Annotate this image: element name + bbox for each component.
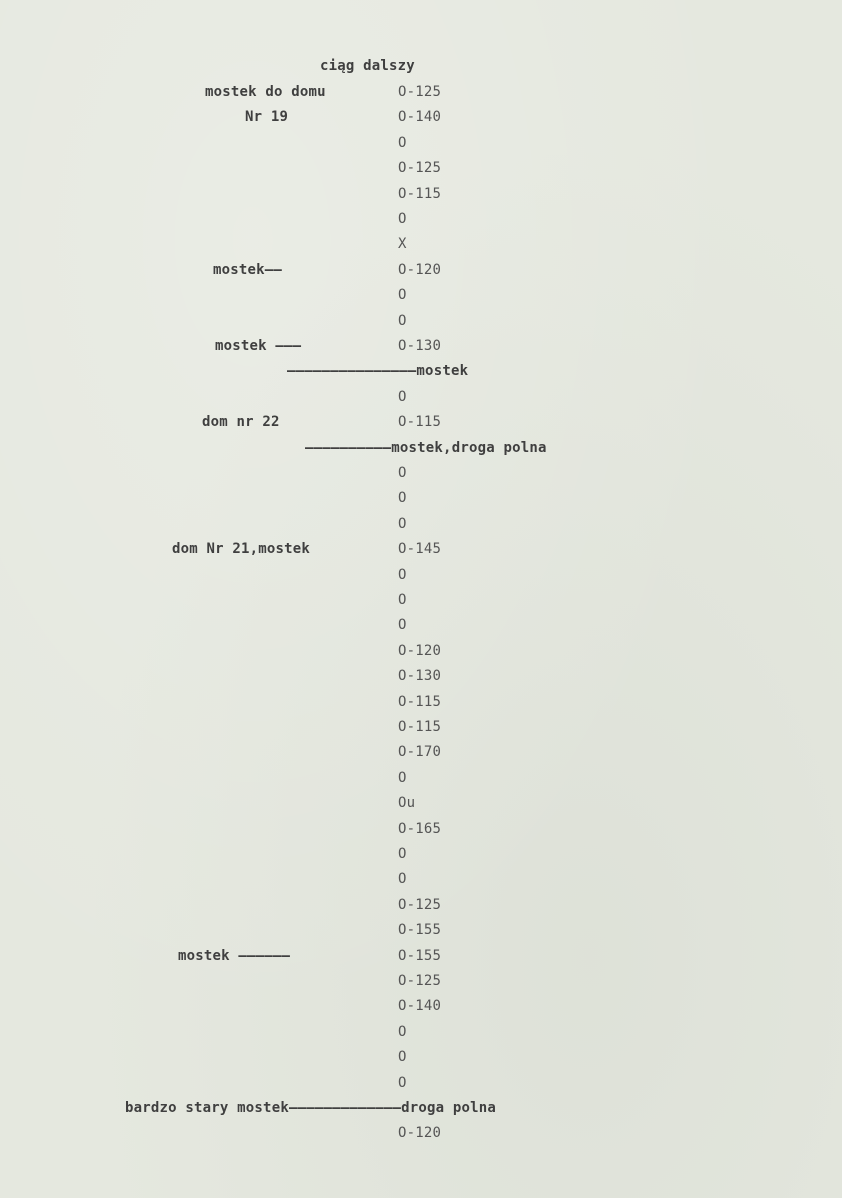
crossing-line: ——————————mostek,droga polna xyxy=(305,440,547,456)
heading: ciąg dalszy xyxy=(320,58,415,74)
row-value: O-140 xyxy=(398,109,442,125)
row-value: O-115 xyxy=(398,186,442,202)
row-value: O-170 xyxy=(398,744,442,760)
row-value: O-165 xyxy=(398,821,442,837)
crossing-line: bardzo stary mostek—————————————droga polna xyxy=(125,1100,497,1116)
row-value: O-125 xyxy=(398,160,442,176)
row-value: O xyxy=(398,871,407,887)
row-value: O xyxy=(398,389,407,405)
row-value: O xyxy=(398,465,407,481)
row-label: mostek—— xyxy=(213,262,283,278)
row-value: O xyxy=(398,846,407,862)
row-value: Ou xyxy=(398,795,416,811)
row-value: O xyxy=(398,313,407,329)
row-value: O-130 xyxy=(398,668,442,684)
row-value: O xyxy=(398,592,407,608)
row-value: O-130 xyxy=(398,338,442,354)
row-value: O xyxy=(398,1075,407,1091)
row-value: O-125 xyxy=(398,897,442,913)
row-value: O-115 xyxy=(398,719,442,735)
row-label: dom Nr 21,mostek xyxy=(172,541,311,557)
row-label: Nr 19 xyxy=(245,109,289,125)
row-value: O xyxy=(398,567,407,583)
row-value: O xyxy=(398,1024,407,1040)
row-label: dom nr 22 xyxy=(202,414,280,430)
row-value: O xyxy=(398,490,407,506)
row-value: O xyxy=(398,287,407,303)
row-value: O-115 xyxy=(398,414,442,430)
row-value: O xyxy=(398,770,407,786)
row-value: O-140 xyxy=(398,998,442,1014)
row-value: O xyxy=(398,617,407,633)
row-label: mostek do domu xyxy=(205,84,326,100)
row-value: O xyxy=(398,516,407,532)
row-value: O-125 xyxy=(398,84,442,100)
row-value: O xyxy=(398,135,407,151)
row-value: O-125 xyxy=(398,973,442,989)
row-label: mostek ——— xyxy=(215,338,302,354)
row-label: mostek —————— xyxy=(178,948,291,964)
row-value: O-120 xyxy=(398,1125,442,1141)
row-value: O-155 xyxy=(398,948,442,964)
row-value: O xyxy=(398,211,407,227)
row-value: O-120 xyxy=(398,643,442,659)
row-value: O xyxy=(398,1049,407,1065)
row-value: X xyxy=(398,236,407,252)
row-value: O-145 xyxy=(398,541,442,557)
row-value: O-155 xyxy=(398,922,442,938)
row-value: O-120 xyxy=(398,262,442,278)
crossing-line: ———————————————mostek xyxy=(287,363,469,379)
row-value: O-115 xyxy=(398,694,442,710)
